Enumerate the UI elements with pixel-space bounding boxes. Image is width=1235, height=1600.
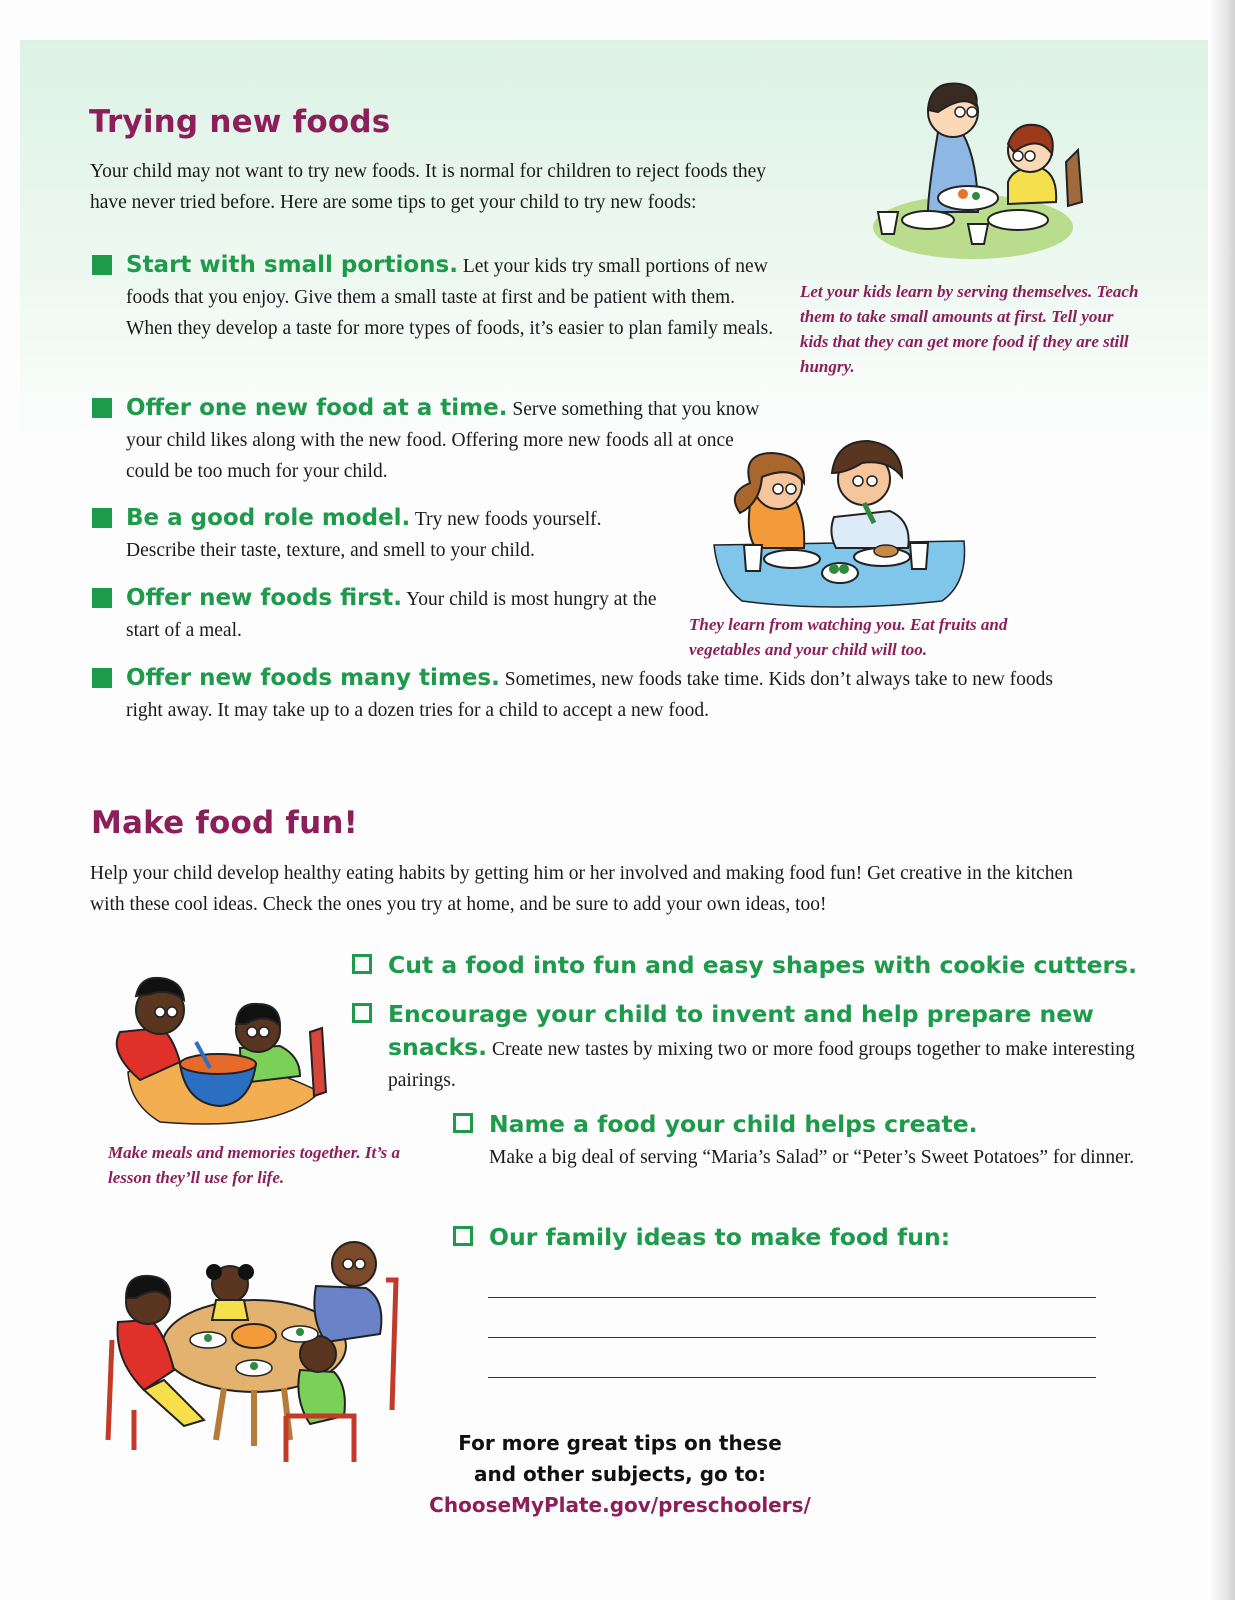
checklist-item[interactable] (453, 1222, 1139, 1255)
illustration-cooking-together (100, 972, 330, 1142)
checkbox-icon[interactable] (453, 1113, 473, 1133)
tip-heading: Offer one new food at a time. (126, 395, 508, 421)
tip-text: Serve something that you know your child likes along with the new food. Offering more new foods all at once could be too much for your child. (126, 399, 760, 482)
write-in-line[interactable] (488, 1377, 1096, 1378)
bullet-square-icon (92, 398, 112, 418)
tip-item (92, 503, 666, 566)
footer-line: For more great tips on these (458, 1431, 782, 1455)
illustration-family-dinner (104, 1240, 404, 1470)
tip-heading: Be a good role model. (126, 505, 411, 531)
bullet-square-icon (92, 255, 112, 275)
checklist-heading: Our family ideas to make food fun: (489, 1223, 951, 1251)
tip-item (92, 250, 786, 344)
tip-heading: Start with small portions. (126, 252, 458, 278)
checklist-item[interactable] (352, 999, 1138, 1096)
illustration-caption: They learn from watching you. Eat fruits and vegetables and your child will too. (689, 615, 1008, 659)
tip-text: Your child is most hungry at the start of a meal. (126, 589, 657, 641)
tip-text: Try new foods yourself. Describe their taste, texture, and smell to your child. (126, 509, 602, 561)
page-edge (1211, 0, 1235, 1600)
checkbox-icon[interactable] (352, 1003, 372, 1023)
illustration-caption: Make meals and memories together. It’s a lesson they’ll use for life. (108, 1143, 400, 1187)
tip-text: Let your kids try small portions of new foods that you enjoy. Give them a small taste at first and be patient with them. When they develop a taste for more types of foods, it’s easier to plan family meals. (126, 256, 774, 339)
checkbox-icon[interactable] (352, 954, 372, 974)
write-in-line[interactable] (488, 1297, 1096, 1298)
tip-item (92, 393, 766, 487)
tip-heading: Offer new foods first. (126, 585, 402, 611)
checklist-text: Create new tastes by mixing two or more food groups together to make interesting pairings. (388, 1039, 1135, 1091)
tip-heading: Offer new foods many times. (126, 665, 500, 691)
illustration-caption: Let your kids learn by serving themselves. Teach them to take small amounts at first. Tell your kids that they can get more food if they are still hungry. (800, 282, 1139, 376)
section-intro: Help your child develop healthy eating habits by getting him or her involved and making food fun! Get creative in the kitchen with these cool ideas. Check the ones you try at home, and be sure to add your own ideas, too! (90, 863, 1073, 915)
section-intro: Your child may not want to try new foods. It is normal for children to reject foods they have never tried before. Here are some tips to get your child to try new foods: (90, 161, 767, 213)
tip-item (92, 583, 686, 646)
checklist-heading: Cut a food into fun and easy shapes with cookie cutters. (388, 951, 1138, 979)
bullet-square-icon (92, 668, 112, 688)
section-title-make-food-fun: Make food fun! (91, 805, 358, 841)
checklist-heading: Name a food your child helps create. (489, 1110, 978, 1138)
section-title-trying-new-foods: Trying new foods (89, 104, 391, 140)
illustration-serving (868, 72, 1098, 272)
website-link[interactable]: ChooseMyPlate.gov/preschoolers/ (429, 1493, 811, 1517)
checkbox-icon[interactable] (453, 1226, 473, 1246)
tip-text: Sometimes, new foods take time. Kids don’t always take to new foods right away. It may take up to a dozen tries for a child to accept a new food. (126, 669, 1054, 721)
footer (420, 1428, 820, 1521)
write-in-line[interactable] (488, 1337, 1096, 1338)
bullet-square-icon (92, 508, 112, 528)
checklist-heading: Encourage your child to invent and help prepare new snacks. (388, 1000, 1094, 1061)
tip-item (92, 663, 1066, 726)
checklist-text: Make a big deal of serving “Maria’s Salad” or “Peter’s Sweet Potatoes” for dinner. (489, 1147, 1135, 1168)
illustration-eating-together (712, 433, 974, 613)
bullet-square-icon (92, 588, 112, 608)
checklist-item[interactable] (453, 1109, 1139, 1173)
footer-line: and other subjects, go to: (473, 1462, 767, 1486)
checklist-item[interactable] (352, 950, 1188, 983)
